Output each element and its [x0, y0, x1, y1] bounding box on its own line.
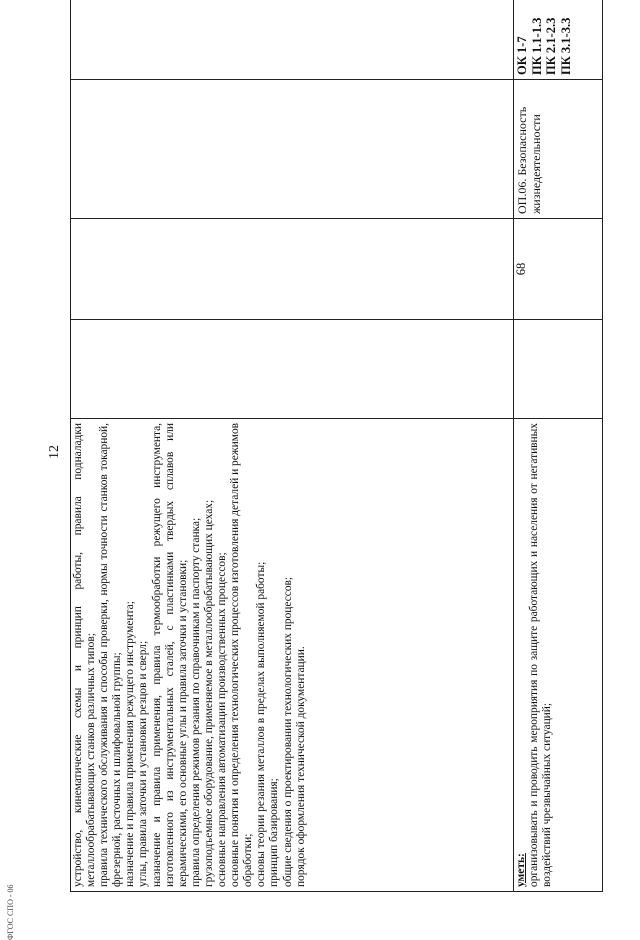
skills-cell	[514, 419, 603, 892]
knowledge-item: назначение и правила применения режущего инструмента;	[124, 601, 137, 887]
knowledge-item: порядок оформления технической документации.	[294, 646, 307, 887]
discipline-cell: ОП.06. Безопасность жизнедеятельности	[514, 80, 603, 219]
skills-label: уметь:	[515, 853, 527, 887]
competencies-cell-empty	[71, 0, 514, 80]
empty-cell	[514, 320, 603, 419]
table-row	[514, 0, 603, 892]
hours-cell-empty	[71, 320, 514, 419]
competency-code: ПК 3.1-3.3	[558, 17, 573, 75]
knowledge-item: общие сведения о проектировании технологических процессов;	[281, 576, 294, 887]
knowledge-item: основные понятия и определения технологических процессов изготовления деталей и режимов обработки;	[229, 422, 255, 887]
skills-text: организовывать и проводить мероприятия по защите работающих и населения от негативных воздействий чрезвычайных ситуаций;	[528, 423, 554, 887]
footer-code: ФГОС СПО - 06	[6, 884, 15, 940]
competencies-cell	[514, 0, 603, 80]
discipline-cell-empty	[71, 80, 514, 219]
table-row	[71, 0, 514, 892]
knowledge-item: правила определения режимов резания по справочникам и паспорту станка;	[189, 517, 202, 887]
knowledge-item: принцип базирования;	[268, 778, 281, 887]
knowledge-item: углы, правила заточки и установки резцов и сверл;	[137, 640, 150, 887]
hours-cell: 68	[514, 219, 603, 320]
knowledge-item: назначение и правила применения, правила термообработки режущего инструмента, изготовленного из инструментальных сталей, с пластинками твердых сплавов или керамическими, его основные углы и правила заточки и установки;	[150, 423, 189, 887]
curriculum-table	[70, 0, 603, 892]
knowledge-item: правила технического обслуживания и способы проверки, нормы точности станков токарной, фрезерной, расточных и шлифовальной группы;	[98, 423, 124, 887]
competency-code: ПК 2.1-2.3	[544, 17, 558, 75]
knowledge-item: устройство, кинематические схемы и принцип работы, правила подналадки металлообрабатывающих станков различных типов;	[72, 423, 98, 887]
knowledge-cell	[71, 419, 514, 892]
knowledge-item: грузоподъемное оборудование, применяемое в металлообрабатывающих цехах;	[202, 499, 215, 887]
competency-code: ПК 1.1-1.3	[529, 17, 544, 75]
knowledge-item: основные направления автоматизации производственных процессов;	[216, 552, 229, 887]
rotated-table-wrapper	[70, 17, 598, 892]
knowledge-item: основы теории резания металлов в пределах выполняемой работы;	[255, 561, 268, 887]
page-number: 12	[47, 445, 62, 459]
competency-code: ОК 1-7	[515, 36, 529, 75]
max-load-cell-empty	[71, 219, 514, 320]
